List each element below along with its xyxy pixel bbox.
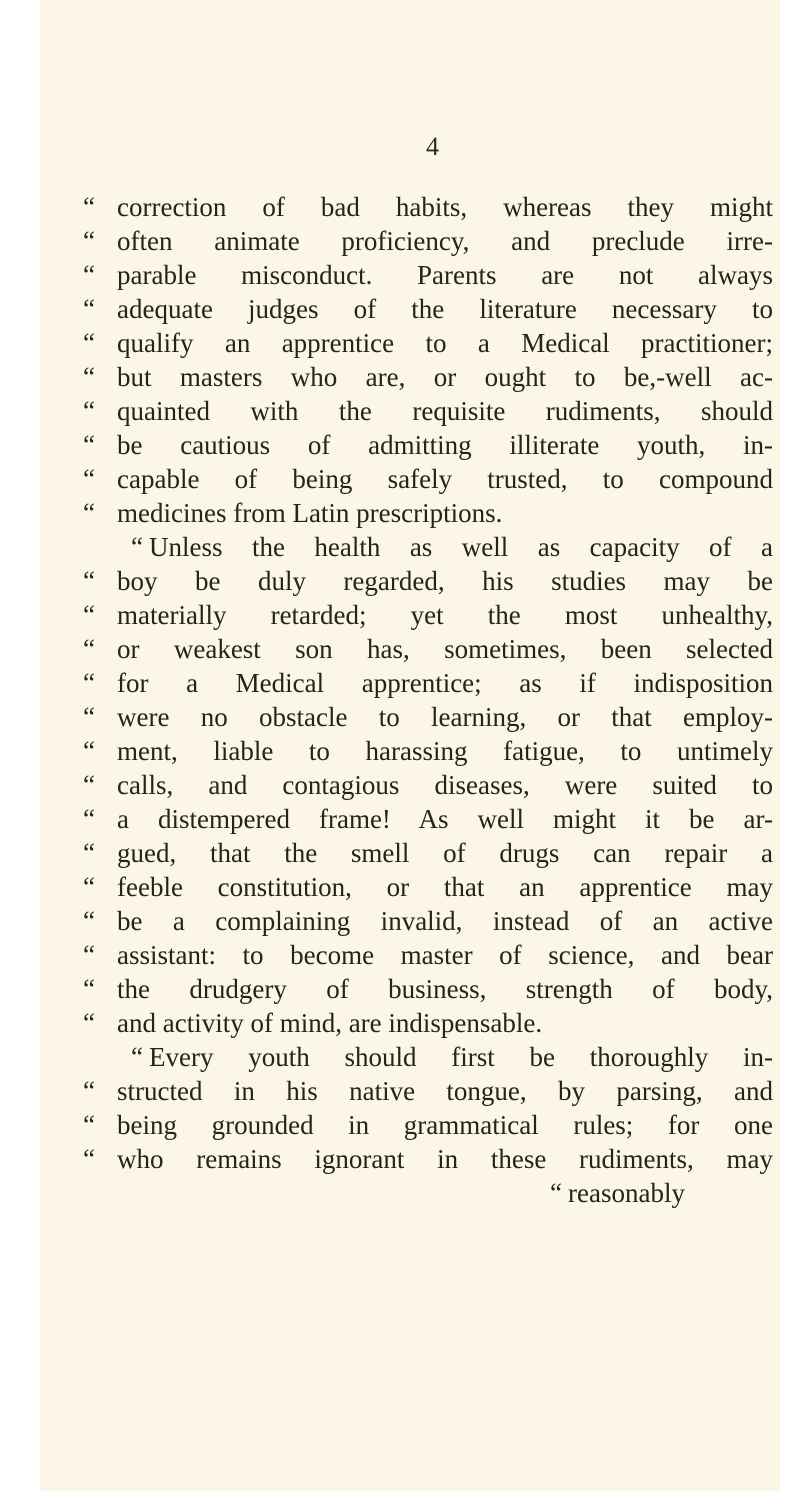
quote-mark: “ (83, 1076, 95, 1106)
text-line (83, 600, 773, 634)
quote-mark: “ (83, 1008, 95, 1038)
quote-mark: “ (83, 396, 95, 426)
line-text: or weakest son has, sometimes, been selected (117, 634, 773, 664)
line-text: correction of bad habits, whereas they might (117, 192, 773, 222)
line-text: Unless the health as well as capacity of a (149, 532, 773, 562)
quote-mark: “ (83, 906, 95, 936)
paragraph-start-line (83, 1042, 773, 1076)
text-line (83, 940, 773, 974)
text-line (83, 1144, 773, 1178)
text-line (83, 1110, 773, 1144)
quote-mark: “ (83, 566, 95, 596)
quote-mark: “ (83, 702, 95, 732)
quote-mark: “ (83, 736, 95, 766)
line-text: boy be duly regarded, his studies may be (117, 566, 773, 596)
line-text: calls, and contagious diseases, were suited to (117, 770, 773, 800)
line-text: being grounded in grammatical rules; for one (117, 1110, 773, 1140)
line-text: qualify an apprentice to a Medical practitioner; (117, 328, 773, 358)
quote-mark: “ (83, 872, 95, 902)
quote-mark: “ (83, 192, 95, 222)
line-text: quainted with the requisite rudiments, should (117, 396, 773, 426)
line-text: were no obstacle to learning, or that employ- (117, 702, 773, 732)
quote-mark: “ (83, 838, 95, 868)
line-text: structed in his native tongue, by parsing, and (117, 1076, 773, 1106)
text-line (83, 702, 773, 736)
book-page (40, 0, 780, 1491)
text-line (83, 906, 773, 940)
line-text: ment, liable to harassing fatigue, to untimely (117, 736, 773, 766)
text-line (83, 226, 773, 260)
line-text: and activity of mind, are indispensable. (117, 1008, 543, 1038)
text-line (83, 498, 773, 532)
line-text: materially retarded; yet the most unhealthy, (117, 600, 773, 630)
line-text: but masters who are, or ought to be,-well ac- (117, 362, 773, 392)
quote-mark: “ (83, 362, 95, 392)
text-line (83, 464, 773, 498)
line-text: capable of being safely trusted, to compound (117, 464, 773, 494)
quote-mark: “ (83, 1144, 95, 1174)
catchword: reasonably (568, 1178, 685, 1208)
line-text: who remains ignorant in these rudiments, may (117, 1144, 773, 1174)
text-line (83, 396, 773, 430)
quote-mark: “ (83, 974, 95, 1004)
quote-mark: “ (550, 1178, 562, 1208)
quote-mark: “ (131, 1042, 143, 1072)
quote-mark: “ (83, 260, 95, 290)
quote-mark: “ (83, 430, 95, 460)
text-line (83, 328, 773, 362)
text-line (83, 1008, 773, 1042)
line-text: feeble constitution, or that an apprentice may (117, 872, 773, 902)
text-line (83, 430, 773, 464)
text-line (83, 668, 773, 702)
text-line (83, 770, 773, 804)
quote-mark: “ (83, 770, 95, 800)
quote-mark: “ (83, 1110, 95, 1140)
quote-mark: “ (83, 464, 95, 494)
quote-mark: “ (83, 940, 95, 970)
quote-mark: “ (83, 804, 95, 834)
text-line (83, 566, 773, 600)
quote-mark: “ (83, 498, 95, 528)
quote-mark: “ (83, 328, 95, 358)
line-text: be cautious of admitting illiterate youth, in- (117, 430, 773, 460)
line-text: often animate proficiency, and preclude irre- (117, 226, 773, 256)
quote-mark: “ (83, 226, 95, 256)
line-text: a distempered frame! As well might it be ar- (117, 804, 773, 834)
text-line (83, 260, 773, 294)
quote-mark: “ (83, 634, 95, 664)
quote-mark: “ (83, 600, 95, 630)
line-text: assistant: to become master of science, and bear (117, 940, 773, 970)
text-line (83, 294, 773, 328)
line-text: the drudgery of business, strength of body, (117, 974, 773, 1004)
paragraph-start-line (83, 532, 773, 566)
text-line (83, 838, 773, 872)
catchword-line (83, 1178, 773, 1212)
text-line (83, 1076, 773, 1110)
text-line (83, 634, 773, 668)
line-text: for a Medical apprentice; as if indisposition (117, 668, 773, 698)
text-line (83, 736, 773, 770)
line-text: gued, that the smell of drugs can repair a (117, 838, 773, 868)
line-text: medicines from Latin prescriptions. (117, 498, 503, 528)
line-text: Every youth should first be thoroughly in- (149, 1042, 773, 1072)
text-line (83, 872, 773, 906)
line-text: adequate judges of the literature necessary to (117, 294, 773, 324)
quote-mark: “ (83, 668, 95, 698)
line-text: parable misconduct. Parents are not always (117, 260, 773, 290)
text-line (83, 192, 773, 226)
text-line (83, 362, 773, 396)
quote-mark: “ (131, 532, 143, 562)
page-number: 4 (426, 132, 439, 161)
body-text (83, 192, 773, 1212)
text-line (83, 974, 773, 1008)
quote-mark: “ (83, 294, 95, 324)
text-line (83, 804, 773, 838)
line-text: be a complaining invalid, instead of an active (117, 906, 773, 936)
